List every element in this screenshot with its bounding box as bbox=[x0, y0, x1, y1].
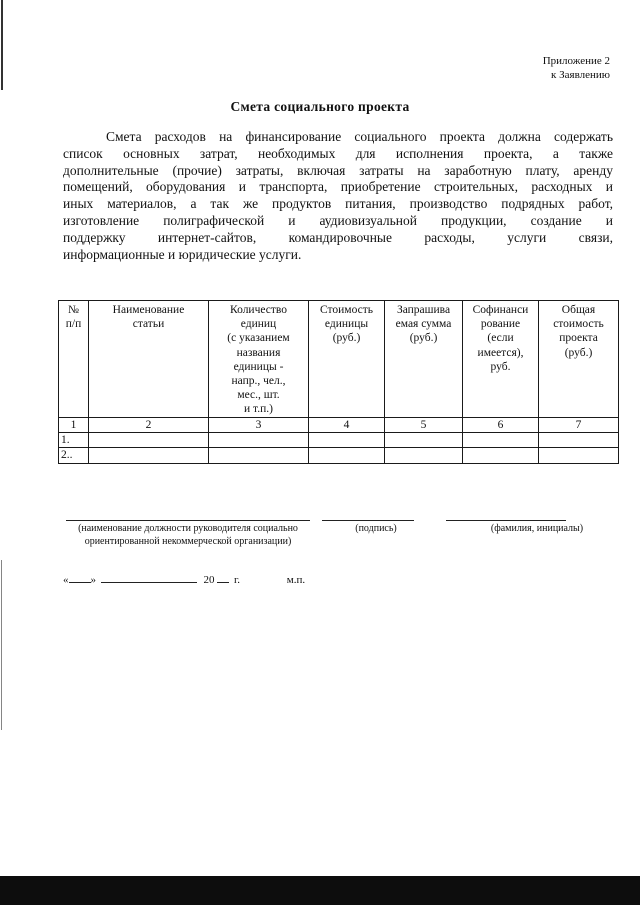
stamp-mark: м.п. bbox=[286, 574, 306, 586]
table-cell[interactable] bbox=[89, 433, 209, 448]
table-cell[interactable] bbox=[209, 433, 309, 448]
position-caption-line-1: (наименование должности руководителя социально bbox=[78, 523, 298, 534]
table-row bbox=[59, 448, 619, 463]
table-cell[interactable] bbox=[309, 448, 385, 463]
table-header-cell: Запрашива емая сумма (руб.) bbox=[385, 301, 463, 418]
table-header-cell: Софинанси рование (если имеется), руб. bbox=[463, 301, 539, 418]
column-number-cell: 6 bbox=[463, 418, 539, 433]
column-number-cell: 5 bbox=[385, 418, 463, 433]
table-header-cell: Общая стоимость проекта (руб.) bbox=[539, 301, 619, 418]
intro-line: информационные и юридические услуги. bbox=[63, 246, 302, 262]
appendix-note bbox=[470, 54, 610, 82]
table-cell[interactable] bbox=[309, 433, 385, 448]
column-number-cell: 1 bbox=[59, 418, 89, 433]
name-signature-line[interactable] bbox=[446, 520, 566, 521]
year-prefix: 20 bbox=[203, 574, 215, 586]
table-header-cell: № п/п bbox=[59, 301, 89, 418]
estimate-table bbox=[58, 300, 619, 464]
row-number-cell: 2.. bbox=[59, 448, 89, 463]
row-number-cell: 1. bbox=[59, 433, 89, 448]
document-title: Смета социального проекта bbox=[230, 99, 410, 114]
year-blank[interactable] bbox=[217, 573, 229, 583]
intro-line: помещений, оборудования и транспорта, приобретение строительных, расходных и bbox=[63, 179, 613, 195]
table-header-cell: Стоимость единицы (руб.) bbox=[309, 301, 385, 418]
table-cell[interactable] bbox=[209, 448, 309, 463]
table-cell[interactable] bbox=[385, 448, 463, 463]
name-caption: (фамилия, инициалы) bbox=[490, 523, 584, 534]
table-cell[interactable] bbox=[463, 448, 539, 463]
column-number-cell: 2 bbox=[89, 418, 209, 433]
column-number-cell: 3 bbox=[209, 418, 309, 433]
table-header-cell: Наименование статьи bbox=[89, 301, 209, 418]
scan-edge-mark bbox=[1, 560, 2, 730]
position-signature-line[interactable] bbox=[66, 520, 310, 521]
day-blank[interactable] bbox=[69, 573, 91, 583]
date-line bbox=[63, 573, 305, 586]
table-header-row bbox=[59, 301, 619, 418]
table-column-numbers-row bbox=[59, 418, 619, 433]
table-body bbox=[59, 418, 619, 464]
position-caption bbox=[56, 522, 320, 548]
appendix-line-1: Приложение 2 bbox=[542, 55, 610, 67]
date-close-quote: » bbox=[90, 574, 96, 586]
scan-bottom-bar bbox=[0, 876, 640, 905]
month-blank[interactable] bbox=[101, 573, 197, 583]
column-number-cell: 4 bbox=[309, 418, 385, 433]
scan-edge-mark bbox=[1, 0, 3, 90]
intro-paragraph bbox=[63, 129, 613, 263]
table-cell[interactable] bbox=[539, 433, 619, 448]
intro-line: иных материалов, а так же продуктов питания, производство подрядных работ, bbox=[63, 196, 613, 212]
signature-line[interactable] bbox=[322, 520, 414, 521]
appendix-line-2: к Заявлению bbox=[551, 69, 610, 81]
position-caption-line-2: ориентированной некоммерческой организации) bbox=[84, 536, 292, 547]
intro-line: поддержку интернет-сайтов, командировочные расходы, услуги связи, bbox=[63, 229, 613, 245]
date-open-quote: « bbox=[63, 574, 69, 586]
table-header-cell: Количество единиц (с указанием названия единицы - напр., чел., мес., шт. и т.п.) bbox=[209, 301, 309, 418]
intro-line: изготовление полиграфической и аудиовизуальной продукции, создание и bbox=[63, 212, 613, 228]
intro-line: дополнительные (прочие) затраты, включая затраты на заработную плату, аренду bbox=[63, 162, 613, 178]
table-cell[interactable] bbox=[463, 433, 539, 448]
table-cell[interactable] bbox=[89, 448, 209, 463]
table-cell[interactable] bbox=[385, 433, 463, 448]
column-number-cell: 7 bbox=[539, 418, 619, 433]
table-row bbox=[59, 433, 619, 448]
intro-line: список основных затрат, необходимых для исполнения проекта, а также bbox=[63, 145, 613, 161]
year-suffix: г. bbox=[234, 574, 241, 586]
intro-line: Смета расходов на финансирование социального проекта должна содержать bbox=[106, 129, 613, 144]
signature-caption: (подпись) bbox=[355, 523, 397, 534]
table-cell[interactable] bbox=[539, 448, 619, 463]
